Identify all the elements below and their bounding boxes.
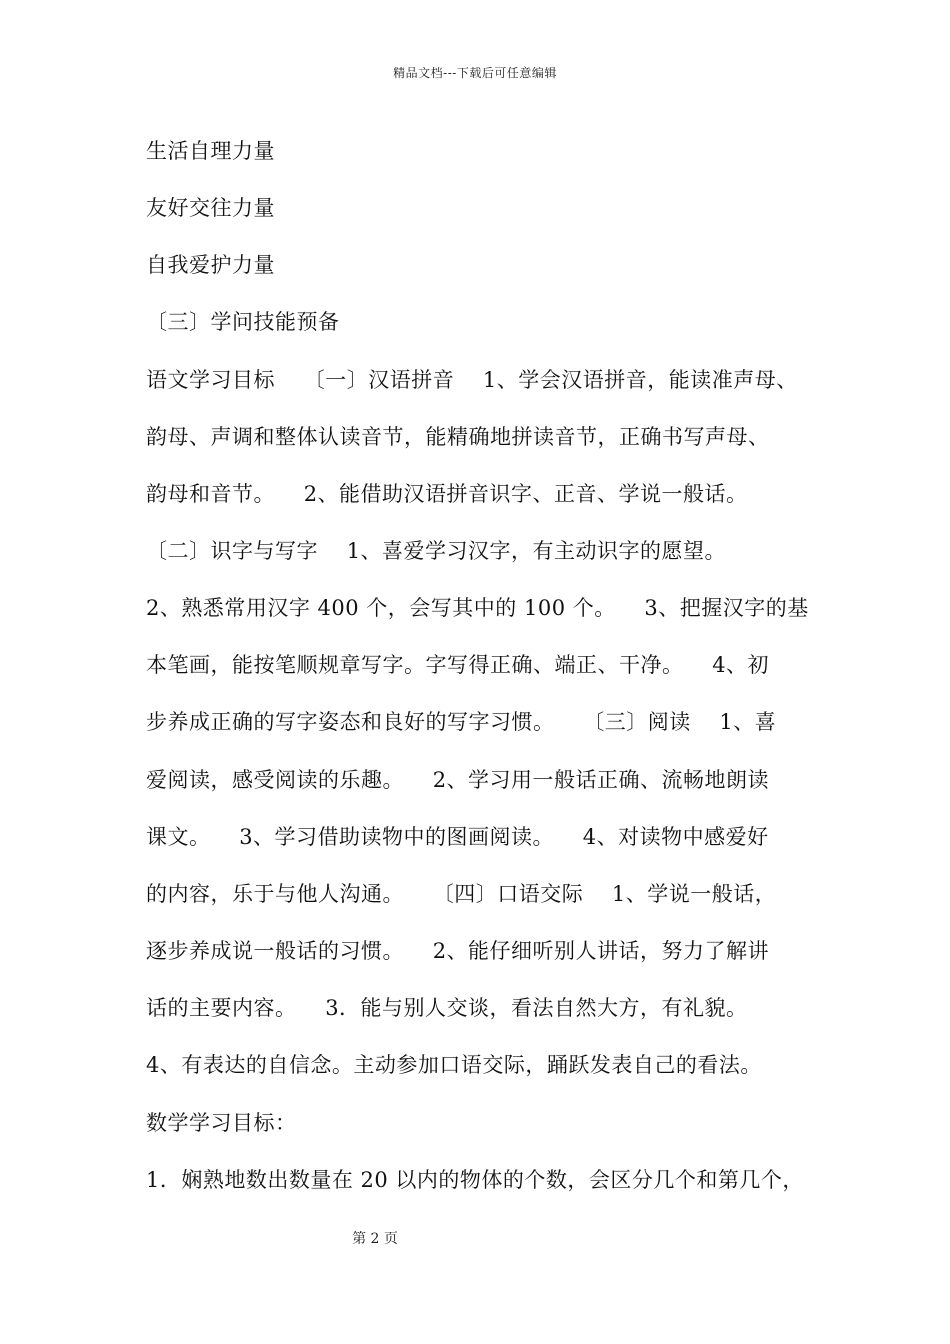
text-line-19: 1．娴熟地数出数量在 20 以内的物体的个数，会区分几个和第几个， xyxy=(146,1168,804,1192)
text-line-7: 韵母和音节。 2、能借助汉语拼音识字、正音、学说一般话。 xyxy=(146,482,748,506)
text-line-9: 2、熟悉常用汉字 400 个，会写其中的 100 个。 3、把握汉字的基 xyxy=(146,596,809,620)
text-line-6: 韵母、声调和整体认读音节，能精确地拼读音节，正确书写声母、 xyxy=(146,425,770,449)
section-heading-math: 数学学习目标： xyxy=(146,1111,297,1135)
text-line-5: 语文学习目标 〔一〕汉语拼音 1、学会汉语拼音，能读准声母、 xyxy=(146,368,798,392)
text-line-3: 自我爱护力量 xyxy=(146,253,275,277)
text-line-12: 爱阅读，感受阅读的乐趣。 2、学习用一般话正确、流畅地朗读 xyxy=(146,768,770,792)
page-number: 第 2 页 xyxy=(352,1231,398,1247)
section-heading-skills: 〔三〕学问技能预备 xyxy=(146,310,340,334)
page-header: 精品文档---下载后可任意编辑 xyxy=(393,66,557,80)
text-line-15: 逐步养成说一般话的习惯。 2、能仔细听别人讲话，努力了解讲 xyxy=(146,939,770,963)
text-line-16: 话的主要内容。 3．能与别人交谈，看法自然大方，有礼貌。 xyxy=(146,996,748,1020)
text-line-8: 〔二〕识字与写字 1、喜爱学习汉字，有主动识字的愿望。 xyxy=(146,539,727,563)
text-line-11: 步养成正确的写字姿态和良好的写字习惯。 〔三〕阅读 1、喜 xyxy=(146,710,777,734)
text-line-17: 4、有表达的自信念。主动参加口语交际，踊跃发表自己的看法。 xyxy=(146,1053,762,1077)
text-line-14: 的内容，乐于与他人沟通。 〔四〕口语交际 1、学说一般话， xyxy=(146,882,777,906)
text-line-1: 生活自理力量 xyxy=(146,139,275,163)
text-line-13: 课文。 3、学习借助读物中的图画阅读。 4、对读物中感爱好 xyxy=(146,825,769,849)
text-line-2: 友好交往力量 xyxy=(146,196,275,220)
text-line-10: 本笔画，能按笔顺规章写字。字写得正确、端正、干净。 4、初 xyxy=(146,653,770,677)
